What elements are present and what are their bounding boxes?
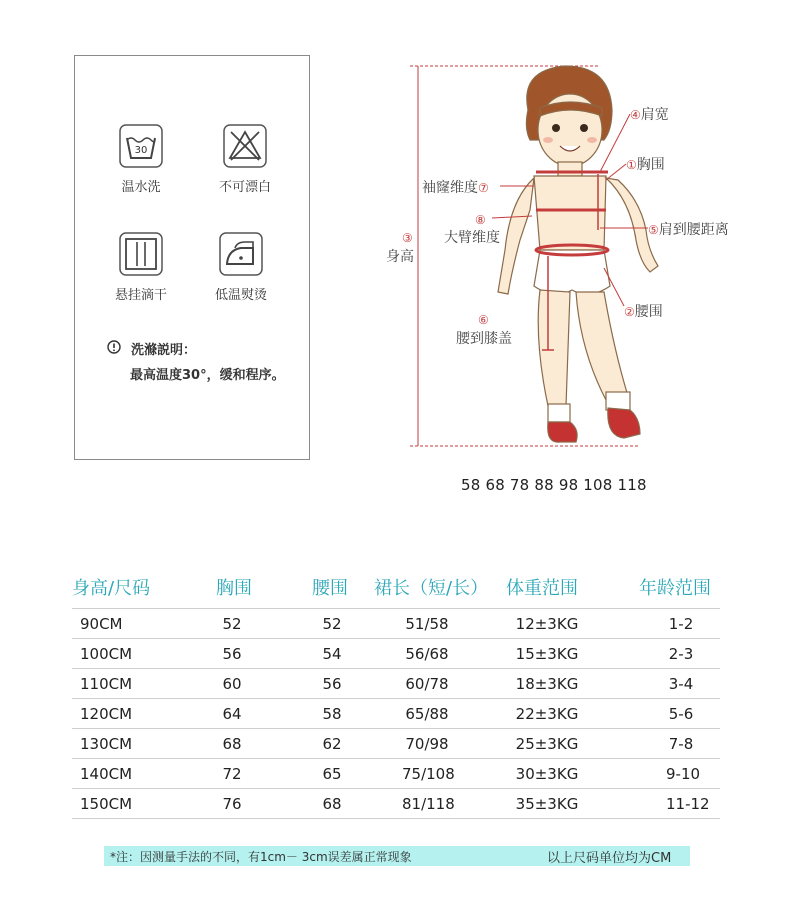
cell-age: 1-2 (668, 615, 694, 633)
label-waist-to-knee: 腰到膝盖 (456, 331, 512, 347)
care-label-wash: 温水洗 (121, 180, 161, 195)
cell-chest: 68 (222, 735, 242, 753)
cell-weight: 18±3KG (515, 675, 579, 693)
cell-skirt-length: 56/68 (405, 645, 449, 663)
label-chest: ①胸围 (626, 157, 665, 173)
cell-chest: 72 (222, 765, 242, 783)
label-height: 身高 (386, 249, 414, 265)
cell-waist: 54 (322, 645, 342, 663)
label-shoulder-width: ④肩宽 (630, 107, 669, 123)
table-row (72, 669, 720, 699)
cell-age: 11-12 (666, 795, 710, 813)
footer-note: *注：因测量手法的不同，有1cm－ 3cm误差属正常现象 (110, 850, 412, 864)
label-waist: ②腰围 (624, 304, 663, 320)
cell-waist: 52 (322, 615, 342, 633)
cell-waist: 58 (322, 705, 342, 723)
cell-age: 5-6 (668, 705, 694, 723)
cell-chest: 52 (222, 615, 242, 633)
table-header (72, 572, 720, 609)
care-label-no-bleach: 不可漂白 (218, 180, 271, 195)
table-row (72, 759, 720, 789)
care-label-low-iron: 低温熨烫 (214, 288, 267, 303)
table-row (72, 699, 720, 729)
table-row (72, 639, 720, 669)
cell-waist: 56 (322, 675, 342, 693)
cell-weight: 30±3KG (515, 765, 579, 783)
cell-size: 150CM (80, 795, 133, 813)
label-upper-arm-num: ⑧ (475, 213, 486, 227)
cell-size: 110CM (80, 675, 133, 693)
cell-size: 120CM (80, 705, 133, 723)
footer-unit-note: 以上尺码单位均为CM (547, 851, 672, 866)
cell-chest: 56 (222, 645, 242, 663)
header-weight-range: 体重范围 (506, 578, 578, 599)
cell-chest: 64 (222, 705, 242, 723)
header-chest: 胸围 (216, 578, 252, 599)
header-waist: 腰围 (312, 578, 348, 599)
cell-weight: 25±3KG (515, 735, 579, 753)
cell-age: 2-3 (668, 645, 694, 663)
cell-skirt-length: 51/58 (405, 615, 449, 633)
label-height-num: ③ (402, 231, 413, 245)
cell-size: 90CM (80, 615, 123, 633)
cell-size: 140CM (80, 765, 133, 783)
label-armhole: 袖窿维度⑦ (422, 180, 489, 196)
cell-weight: 22±3KG (515, 705, 579, 723)
table-row (72, 729, 720, 759)
header-skirt-length: 裙长（短/长） (374, 578, 489, 599)
care-label-hang-dry: 悬挂滴干 (114, 288, 167, 303)
cell-chest: 60 (222, 675, 242, 693)
wash-note-text: 最高温度30°，缓和程序。 (130, 368, 285, 383)
cell-waist: 62 (322, 735, 342, 753)
cell-weight: 35±3KG (515, 795, 579, 813)
table-body (72, 609, 720, 819)
table-row (72, 789, 720, 819)
table-row (72, 609, 720, 639)
cell-waist: 68 (322, 795, 342, 813)
wash-note-title: 洗滌説明： (131, 343, 197, 358)
cell-skirt-length: 60/78 (405, 675, 449, 693)
size-numbers: 58 68 78 88 98 108 118 (461, 476, 647, 494)
cell-skirt-length: 81/118 (402, 795, 455, 813)
header-height-size: 身高/尺码 (72, 578, 151, 599)
cell-skirt-length: 65/88 (405, 705, 449, 723)
cell-weight: 15±3KG (515, 645, 579, 663)
cell-chest: 76 (222, 795, 242, 813)
cell-waist: 65 (322, 765, 342, 783)
cell-skirt-length: 75/108 (402, 765, 455, 783)
cell-age: 7-8 (668, 735, 694, 753)
cell-age: 9-10 (666, 765, 701, 783)
label-shoulder-to-waist: ⑤肩到腰距离 (648, 222, 729, 238)
label-upper-arm: 大臂维度 (444, 230, 500, 246)
header-age-range: 年龄范围 (639, 578, 711, 599)
cell-weight: 12±3KG (515, 615, 579, 633)
label-waist-to-knee-num: ⑥ (478, 313, 489, 327)
cell-size: 100CM (80, 645, 133, 663)
cell-size: 130CM (80, 735, 133, 753)
svg-text:30: 30 (134, 145, 148, 156)
cell-age: 3-4 (668, 675, 694, 693)
cell-skirt-length: 70/98 (405, 735, 449, 753)
size-table (72, 572, 720, 819)
